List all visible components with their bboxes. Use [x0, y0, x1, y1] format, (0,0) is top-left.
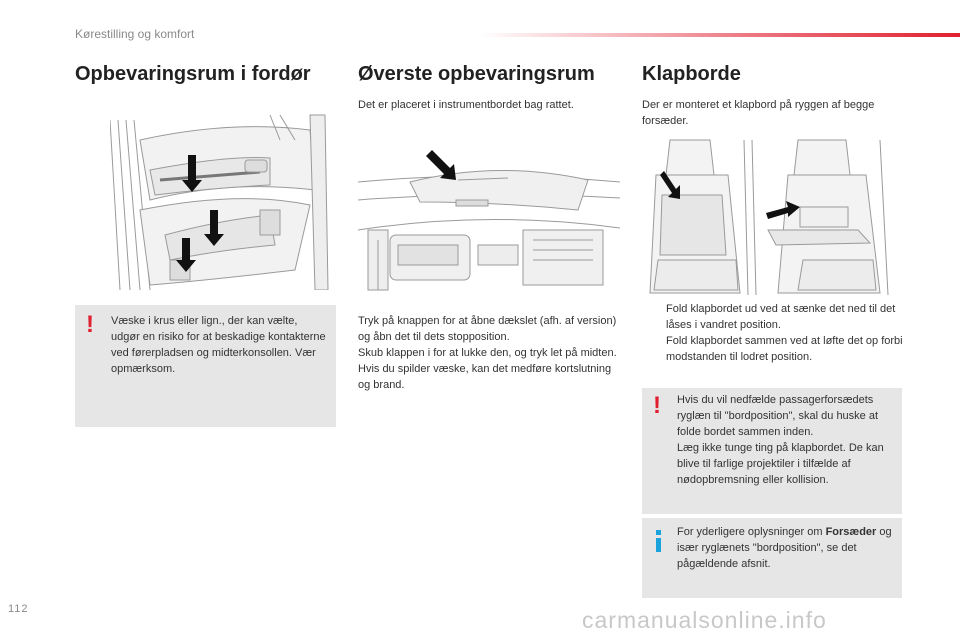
instruction-text: Fold klapbordet sammen ved at løfte det op forbi modstanden til lodret position. [666, 335, 903, 363]
info-text-suffix: og især ryglænets "bordposition", se det pågældende afsnit. [677, 526, 892, 570]
folding-table-illustration [648, 135, 898, 295]
page-number: 112 [8, 603, 29, 615]
door-storage-illustration [110, 110, 338, 290]
chapter-header: Kørestilling og komfort [75, 27, 195, 41]
instruction-text: Fold klapbordet ud ved at sænke det ned til det låses i vandret position. [666, 303, 896, 331]
section-title-upper-storage: Øverste opbevaringsrum [358, 63, 595, 85]
upper-storage-intro: Det er placeret i instrumentbordet bag rattet. [358, 99, 574, 111]
info-box-front-seats [642, 518, 902, 598]
info-text-prefix: For yderligere oplysninger om [677, 526, 826, 538]
dashboard-storage-illustration [358, 140, 620, 292]
warning-box-folding-table [642, 388, 902, 514]
section-title-door-storage: Opbevaringsrum i fordør [75, 63, 311, 85]
section-title-folding-tables: Klapborde [642, 63, 741, 85]
folding-tables-intro: Der er monteret et klapbord på ryggen af begge forsæder. [642, 99, 875, 127]
info-text-bold: Forsæder [825, 526, 877, 538]
warning-text-door: Væske i krus eller lign., der kan vælte, udgør en risiko for at beskadige kontakterne ved førerpladsen og midterkonsollen. Vær opmærksom. [111, 315, 326, 375]
info-text [677, 524, 895, 572]
warning-box-door [75, 305, 336, 427]
watermark: carmanualsonline.info [582, 607, 827, 633]
warning-icon: ! [653, 392, 661, 419]
instruction-item [645, 301, 910, 333]
upper-storage-body: Tryk på knappen for at åbne dækslet (afh. af version) og åbn det til dets stopposition. Skub klappen i for at lukke den, og tryk let på midten. Hvis du spilder væske, kan det medføre kortslutning og brand. [358, 315, 617, 391]
header-accent-bar [480, 33, 960, 37]
instruction-item [645, 333, 910, 365]
warning-icon: ! [86, 311, 94, 338]
warning-text-folding-table: Hvis du vil nedfælde passagerforsædets ryglæn til "bordposition", skal du huske at folde bordet sammen inden. Læg ikke tunge ting på klapbordet. De kan blive til farlige projektiler i tilfælde af nødopbremsning eller kollision. [677, 394, 884, 486]
